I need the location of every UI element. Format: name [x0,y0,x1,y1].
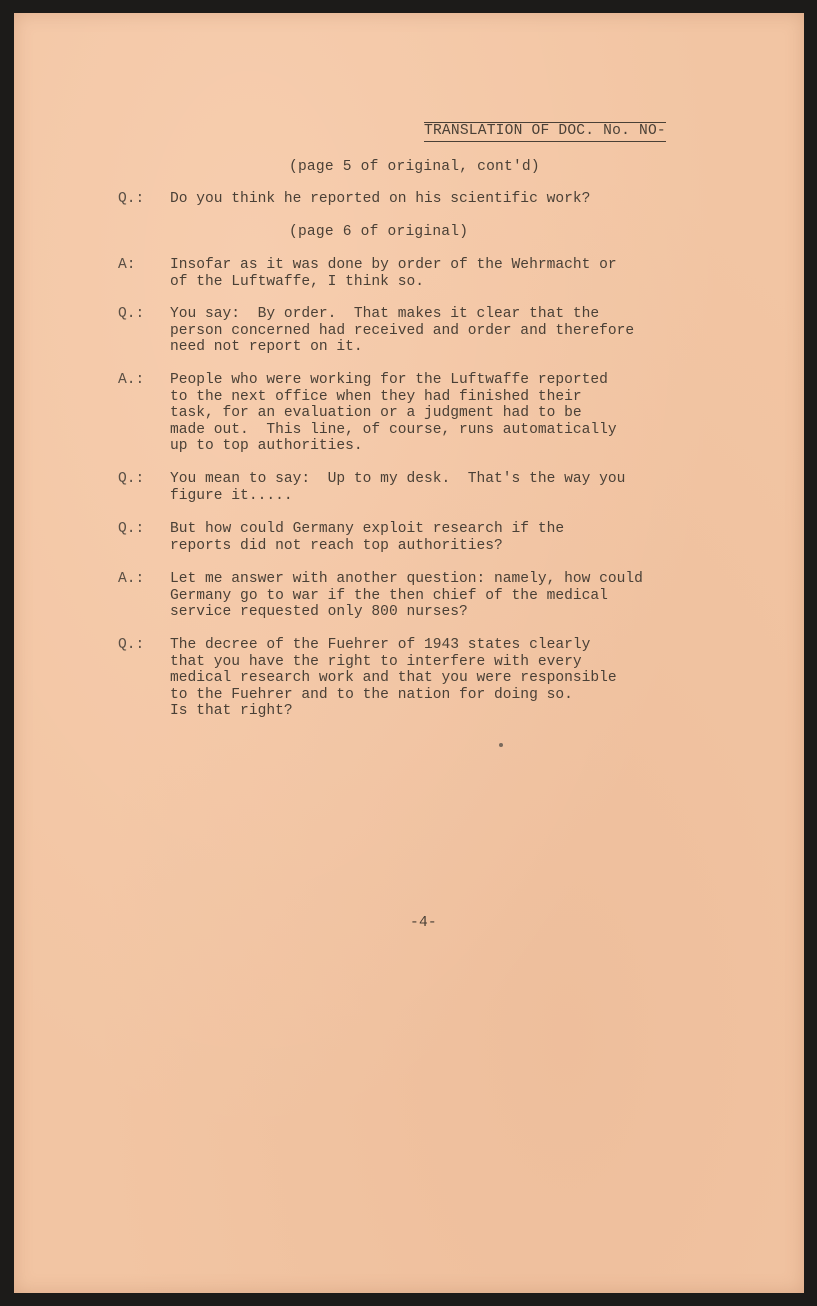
speaker-label: Q.: [118,471,145,487]
qa-entry-6 [118,521,564,554]
entry-text: Do you think he reported on his scientific work? [170,191,591,207]
qa-entry-3 [118,306,634,356]
page-note-original: (page 6 of original) [289,224,469,240]
qa-entry-7 [118,571,643,621]
page-number: -4- [410,915,437,931]
entry-text: Let me answer with another question: namely, how could Germany go to war if the then chief of the medical service requested only 800 nurses? [170,571,643,620]
speaker-label: A.: [118,372,145,388]
entry-text: Insofar as it was done by order of the Wehrmacht or of the Luftwaffe, I think so. [170,257,617,290]
entry-text: People who were working for the Luftwaffe reported to the next office when they had finished their task, for an evaluation or a judgment had to be made out. This line, of course, runs automatically up to top authorities. [170,372,617,454]
ink-speck [499,743,503,747]
entry-text: You say: By order. That makes it clear that the person concerned had received and order and therefore need not report on it. [170,306,635,355]
qa-entry-8 [118,637,617,720]
speaker-label: A: [118,257,136,273]
document-page [14,13,804,1293]
qa-entry-4 [118,372,617,455]
qa-entry-1 [118,191,590,208]
entry-text: You mean to say: Up to my desk. That's the way you figure it..... [170,471,626,504]
entry-text: But how could Germany exploit research if the reports did not reach top authorities? [170,521,565,554]
entry-text: The decree of the Fuehrer of 1943 states clearly that you have the right to interfere with every medical research work and that you were responsible to the Fuehrer and to the nation for doing so. Is that right? [170,637,617,719]
speaker-label: Q.: [118,191,145,207]
document-reference-header: TRANSLATION OF DOC. No. NO- [424,122,666,142]
qa-entry-2 [118,257,617,290]
speaker-label: Q.: [118,306,145,322]
page-note-continued: (page 5 of original, cont'd) [289,159,540,175]
qa-entry-5 [118,471,625,504]
speaker-label: Q.: [118,637,145,653]
speaker-label: A.: [118,571,145,587]
speaker-label: Q.: [118,521,145,537]
